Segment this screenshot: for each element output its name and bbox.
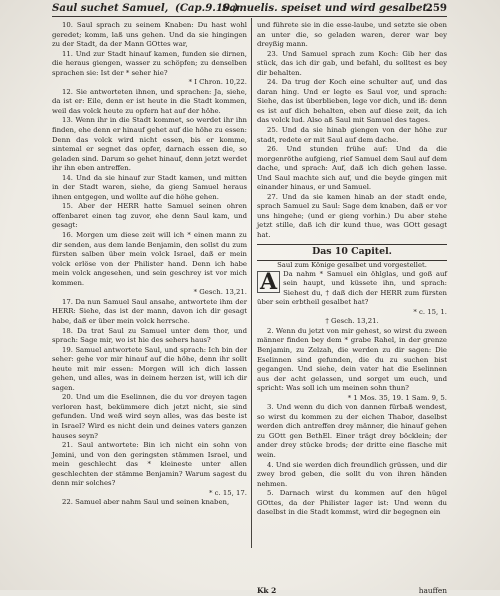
verse-26: 26. Und stunden frühe auf: Und da die morgenröthe aufgieng, rief Samuel dem Saul auf dem dache, und sprach: Auf, daß ich dich gehen lasse. Und Saul machte sich auf, und die beyde gingen mit einander hinaus, er und Samuel. <box>257 145 447 192</box>
cross-reference: * c. 15, 1. <box>413 307 447 316</box>
chapter-summary: Saul zum Könige gesalbet und vorgestellet. <box>277 260 427 269</box>
signature-mark: Kk 2 <box>257 586 277 595</box>
header-chapter-ref: (Cap.9.10.) <box>175 2 239 14</box>
verse-17: 17. Da nun Samuel Saul ansahe, antwortete ihm der HERR: Siehe, das ist der mann, davon ich dir gesagt habe, daß er über mein volck herrsche. <box>52 297 247 325</box>
header-book-title: Samuelis. speiset und wird gesalbet. <box>222 2 431 14</box>
verse-10: 10. Saul sprach zu seinem Knaben: Du hast wohl geredet; komm, laß uns gehen. Und da sie hingingen zu der Stadt, da der Mann GOttes war, <box>52 21 247 49</box>
verse-25: 25. Und da sie hinab giengen von der höhe zur stadt, redete er mit Saul auf dem dache. <box>257 126 447 144</box>
verse-3: 3. Und wenn du dich von dannen fürbaß wendest, so wirst du kommen zu der eichen Thabor, daselbst werden dich antreffen drey männer, die hinauf gehen zu GOtt gen BethEl. Einer trägt drey böcklein; der ander drey stücke brods; der dritte eine flasche mit wein. <box>257 403 447 459</box>
verse-1 <box>257 270 447 308</box>
verse-13: 13. Wenn ihr in die Stadt kommet, so werdet ihr ihn finden, ehe denn er hinauf gehet auf die höhe zu essen: Denn das volck wird nicht essen, bis er komme, sintemal er segnet das opfer, darnach essen die, so geladen sind. Darum so gehet hinauf, denn jetzt werdet ihr ihn eben antreffen. <box>52 116 247 173</box>
verse-11: 11. Und zur Stadt hinauf kamen, funden sie dirnen, die heraus giengen, wasser zu schöpfen; zu denselben sprachen sie: Ist der * seher hie? <box>52 49 247 77</box>
verse-15: 15. Aber der HERR hatte Samuel seinen ohren offenbaret einen tag zuvor, ehe denn Saul kam, und gesagt: <box>52 202 247 230</box>
catchword: hauffen <box>418 586 447 595</box>
left-column <box>52 21 247 508</box>
verse-20: 20. Und um die Eselinnen, die du vor dreyen tagen verloren hast, bekümmere dich jetzt nicht, sie sind gefunden. Und weß wird seyn alles, was das beste ist in Israel? Wird es nicht dein und deines vaters ganzen hauses seyn? <box>52 393 247 440</box>
cross-reference: * 1 Mos. 35, 19. 1 Sam. 9, 5. <box>347 393 447 402</box>
verse-21: 21. Saul antwortete: Bin ich nicht ein sohn von Jemini, und von den geringsten stämmen Israel, und mein geschlecht das * kleineste unter allen geschlechten der stämme Benjamin? Warum sagest du denn mir solches? <box>52 441 247 488</box>
column-divider <box>251 18 252 548</box>
verse-19: 19. Samuel antwortete Saul, und sprach: Ich bin der seher: gehe vor mir hinauf auf die höhe, denn ihr sollt heute mit mir essen: Morgen will ich dich lassen gehen, und alles, was in deinem herzen ist, will ich dir sagen. <box>52 345 247 392</box>
verse-24: 24. Da trug der Koch eine schulter auf, und das daran hing. Und er legte es Saul vor, und sprach: Siehe, das ist überblieben, lege vor dich, und iß: denn es ist auf dich behalten, eben auf diese zeit, da ich das volck lud. Also aß Saul mit Samuel des tages. <box>257 78 447 125</box>
verse-4: 4. Und sie werden dich freundlich grüssen, und dir zwey brod geben, die sollt du von ihren händen nehmen. <box>257 460 447 488</box>
verse-12: 12. Sie antworteten ihnen, und sprachen: Ja, siehe, da ist er: Eile, denn er ist heute in die Stadt kommen, weil das volck heute zu opfern hat auf der höhe. <box>52 87 247 115</box>
verse-14: 14. Und da sie hinauf zur Stadt kamen, und mitten in der Stadt waren, siehe, da gieng Samuel heraus ihnen entgegen, und wollte auf die höhe gehen. <box>52 173 247 201</box>
verse-5: 5. Darnach wirst du kommen auf den hügel GOttes, da der Philister lager ist: Und wenn du daselbst in die Stadt kommst, wird dir begegnen ein <box>257 489 447 517</box>
running-header <box>52 0 447 17</box>
chapter-title: Das 10 Capitel. <box>312 245 392 257</box>
verse-2: 2. Wenn du jetzt von mir gehest, so wirst du zween männer finden bey dem * grabe Rahel, in der grenze Benjamin, zu Zelzah, die werden zu dir sagen: Die Eselinnen sind gefunden, die du zu suchen bist gegangen. Und siehe, dein vater hat die Eselinnen aus der acht gelassen, und sorget um euch, und spricht: Was soll ich um meinen sohn thun? <box>257 326 447 393</box>
drop-cap-letter: A <box>257 271 280 293</box>
cross-reference: * c. 15, 17. <box>209 488 247 497</box>
right-column <box>257 21 447 518</box>
verse-16: 16. Morgen um diese zeit will ich * einen mann zu dir senden, aus dem lande Benjamin, den sollst du zum fürsten salben über mein volck Israel, daß er mein volck erlöse von der Philister hand. Denn ich habe mein volck angesehen, und sein geschrey ist vor mich kommen. <box>52 231 247 287</box>
cross-reference: * Gesch. 13,21. <box>193 288 247 297</box>
chapter-heading <box>257 244 447 261</box>
verse-23: 23. Und Samuel sprach zum Koch: Gib her das stück, das ich dir gab, und befahl, du solltest es bey dir behalten. <box>257 49 447 77</box>
verse-22-continued: und führete sie in die esse-laube, und setzte sie oben an unter die, so geladen waren, derer war bey dreyßig mann. <box>257 21 447 49</box>
verse-22: 22. Samuel aber nahm Saul und seinen knaben, <box>62 498 230 507</box>
cross-reference: † Gesch. 13,21. <box>325 317 379 326</box>
page-number: 259 <box>425 2 447 14</box>
cross-reference: * I Chron. 10,22. <box>188 78 247 87</box>
header-left: Saul suchet Samuel, <box>52 2 169 14</box>
verse-18: 18. Da trat Saul zu Samuel unter dem thor, und sprach: Sage mir, wo ist hie des sehers haus? <box>52 326 247 345</box>
bible-page <box>52 0 447 595</box>
verse-1-text: Da nahm * Samuel ein öhlglas, und goß auf sein haupt, und küssete ihn, und sprach: Siehest du, † daß dich der HERR zum fürsten über sein erbtheil gesalbet hat? <box>257 269 447 307</box>
verse-27: 27. Und da sie kamen hinab an der stadt ende, sprach Samuel zu Saul: Sage dem knaben, daß er vor uns hingehe; (und er gieng vorhin.) Du aber stehe jetzt stille, daß ich dir kund thue, was GOtt gesagt hat. <box>257 192 447 240</box>
